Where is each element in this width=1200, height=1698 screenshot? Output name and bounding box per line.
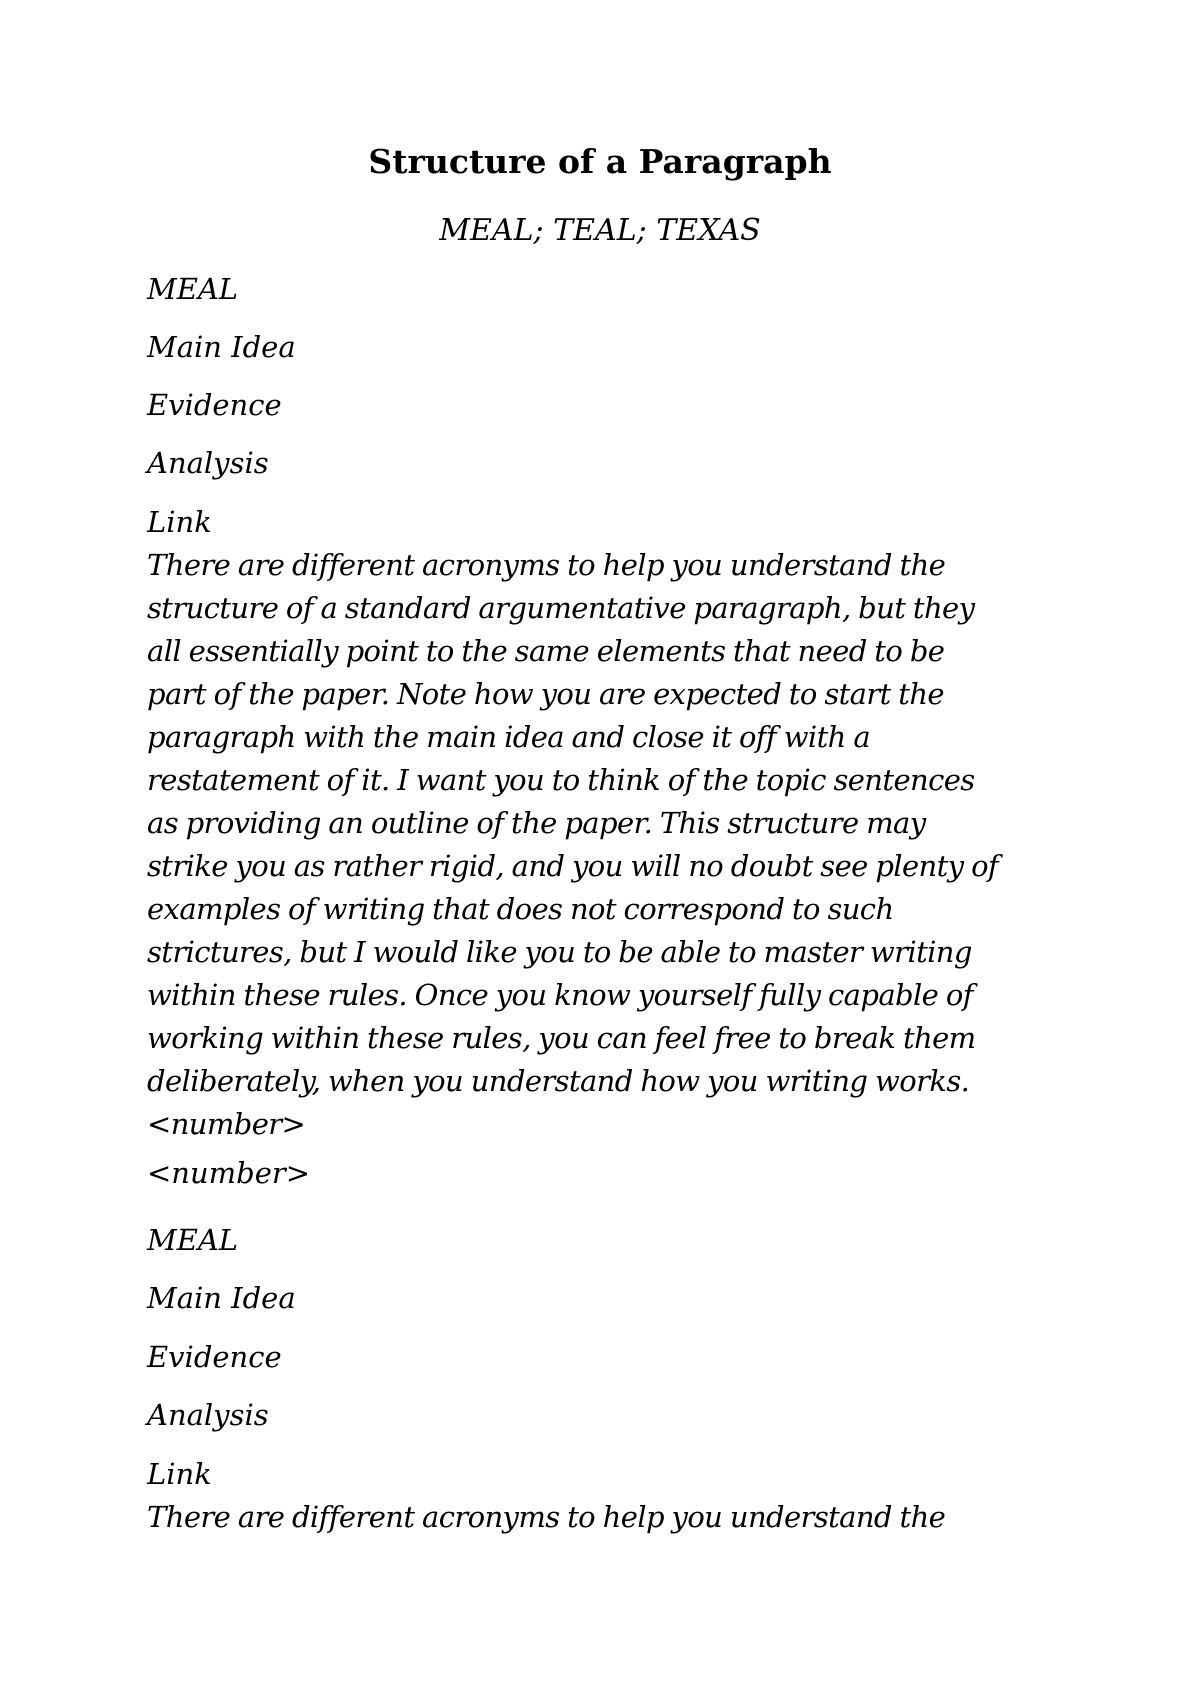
section2-item-link: Link [147, 1457, 212, 1491]
paragraph-line: deliberately, when you understand how you writing works. [147, 1064, 970, 1098]
section2-paragraph [147, 1496, 1077, 1539]
section1-item-main-idea: Main Idea [147, 330, 296, 364]
section2-item-main-idea: Main Idea [147, 1281, 296, 1315]
paragraph-line: There are different acronyms to help you understand the [147, 548, 946, 582]
paragraph-line: strike you as rather rigid, and you will no doubt see plenty of [147, 849, 999, 883]
paragraph-line: structure of a standard argumentative paragraph, but they [147, 591, 975, 625]
number-marker: <number> [147, 1156, 311, 1190]
paragraph-line: restatement of it. I want you to think of the topic sentences [147, 763, 975, 797]
section1-item-link: Link [147, 505, 212, 539]
section1-paragraph [147, 544, 1077, 1146]
paragraph-line: within these rules. Once you know yourself fully capable of [147, 978, 973, 1012]
paragraph-line: as providing an outline of the paper. This structure may [147, 806, 926, 840]
document-title: Structure of a Paragraph [368, 142, 832, 181]
paragraph-line: all essentially point to the same elements that need to be [147, 634, 945, 668]
paragraph-line: part of the paper. Note how you are expected to start the [147, 677, 944, 711]
paragraph-line: strictures, but I would like you to be able to master writing [147, 935, 972, 969]
section2-item-evidence: Evidence [147, 1340, 282, 1374]
section1-item-analysis: Analysis [147, 446, 269, 480]
document-subtitle: MEAL; TEAL; TEXAS [439, 213, 761, 248]
paragraph-line: working within these rules, you can feel free to break them [147, 1021, 976, 1055]
section1-item-meal: MEAL [147, 272, 239, 306]
number-marker: <number> [147, 1107, 306, 1141]
paragraph-line: examples of writing that does not correspond to such [147, 892, 894, 926]
section2-item-meal: MEAL [147, 1223, 239, 1257]
paragraph-line: paragraph with the main idea and close it off with a [147, 720, 871, 754]
section1-item-evidence: Evidence [147, 388, 282, 422]
paragraph-line: There are different acronyms to help you understand the [147, 1500, 946, 1534]
section2-item-analysis: Analysis [147, 1398, 269, 1432]
